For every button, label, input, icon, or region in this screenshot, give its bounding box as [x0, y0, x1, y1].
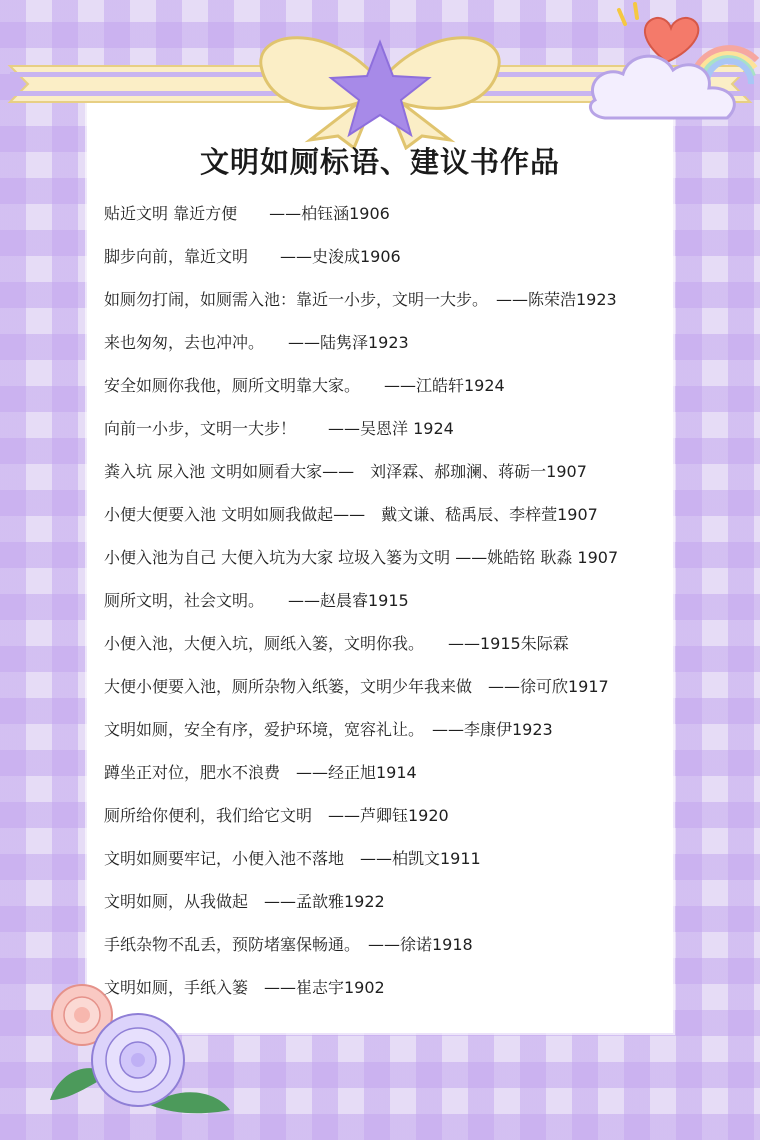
slogan-entry: 文明如厕，安全有序，爱护环境，宽容礼让。 ——李康伊1923 — [104, 720, 553, 739]
slogan-entry: 文明如厕要牢记，小便入池不落地 ——柏凯文1911 — [104, 849, 481, 868]
slogan-entry: 安全如厕你我他，厕所文明靠大家。 ——江皓轩1924 — [104, 376, 505, 395]
slogan-entry: 如厕勿打闹，如厕需入池：靠近一小步，文明一大步。 ——陈荣浩1923 — [104, 290, 617, 309]
page-title: 文明如厕标语、建议书作品 — [199, 145, 560, 179]
slogan-entry: 小便入池为自己 大便入坑为大家 垃圾入篓为文明 ——姚皓铭 耿淼 1907 — [104, 548, 619, 567]
slogan-entry: 蹲坐正对位，肥水不浪费 ——经正旭1914 — [104, 763, 417, 782]
slogan-entry: 文明如厕，从我做起 ——孟歆雅1922 — [104, 892, 385, 911]
slogan-entry: 来也匆匆，去也冲冲。 ——陆隽泽1923 — [104, 333, 409, 352]
slogan-entry: 大便小便要入池，厕所杂物入纸篓，文明少年我来做 ——徐可欣1917 — [104, 677, 609, 696]
slogan-entry: 厕所文明，社会文明。 ——赵晨睿1915 — [104, 591, 409, 610]
slogan-entry: 粪入坑 尿入池 文明如厕看大家—— 刘泽霖、郝珈澜、蒋砺一1907 — [104, 462, 587, 481]
slogan-entry: 向前一小步，文明一大步！ ——吴恩洋 1924 — [104, 419, 454, 438]
slogan-entry: 脚步向前，靠近文明 ——史浚成1906 — [104, 247, 401, 266]
slogan-entry: 贴近文明 靠近方便 ——柏钰涵1906 — [104, 204, 390, 223]
slogan-entry: 厕所给你便利，我们给它文明 ——芦卿钰1920 — [104, 806, 449, 825]
slogan-entry: 小便入池，大便入坑，厕纸入篓，文明你我。 ——1915朱际霖 — [104, 634, 569, 653]
slogan-entry: 小便大便要入池 文明如厕我做起—— 戴文谦、嵇禹辰、李梓萱1907 — [104, 505, 598, 524]
slogan-entry: 文明如厕，手纸入篓 ——崔志宇1902 — [104, 978, 385, 997]
slogan-entry: 手纸杂物不乱丢，预防堵塞保畅通。 ——徐诺1918 — [104, 935, 473, 954]
cloud-heart-rainbow-icon — [585, 0, 760, 140]
